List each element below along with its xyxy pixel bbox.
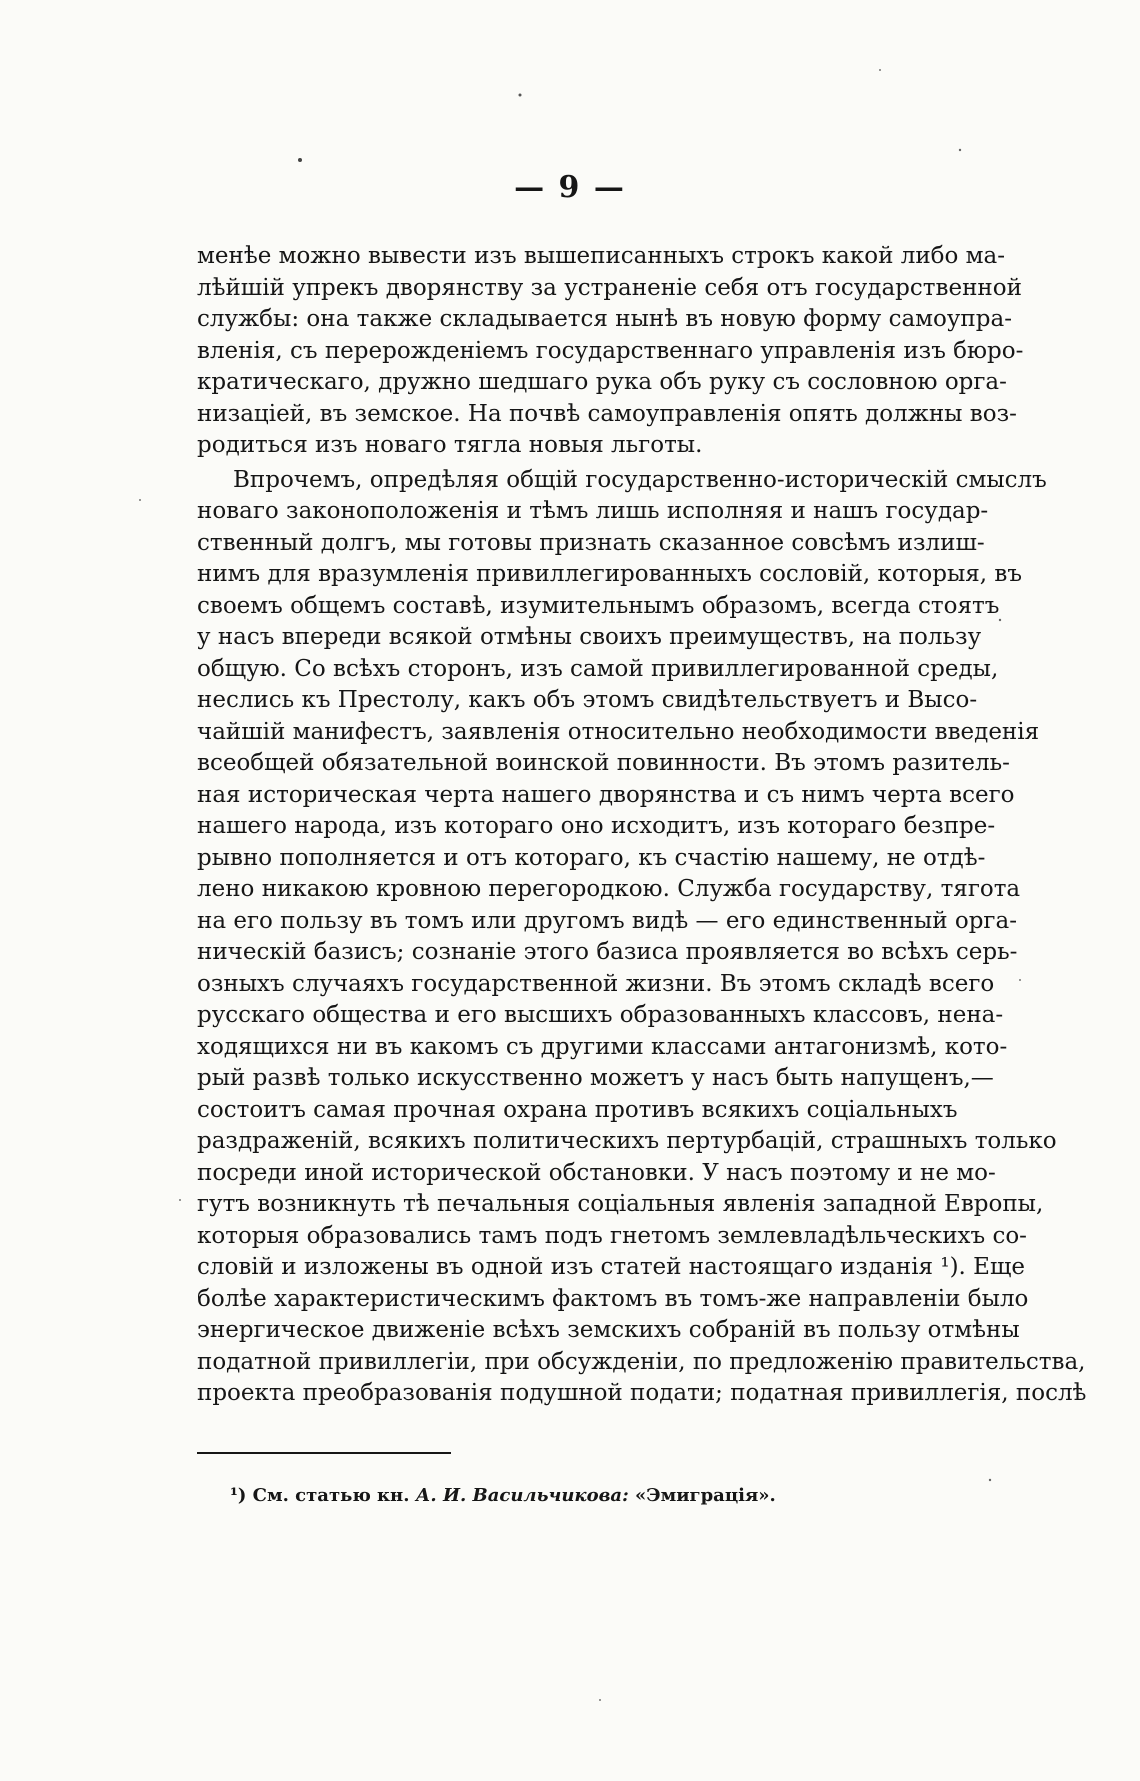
text-line: словій и изложены въ одной изъ статей настоящаго изданія ¹). Еще: [197, 1254, 1025, 1280]
paragraph-2: [197, 465, 1087, 1410]
body-text: [197, 241, 1087, 1410]
text-line: лѣйшій упрекъ дворянству за устраненіе себя отъ государственной: [197, 274, 1022, 301]
text-line: лено никакою кровною перегородкою. Служба государству, тягота: [197, 876, 1021, 902]
text-line: податной привиллегіи, при обсужденіи, по предложенію правительства,: [197, 1348, 1086, 1375]
text-line: у насъ впереди всякой отмѣны своихъ преимуществъ, на пользу: [197, 624, 982, 650]
footnote: [230, 1485, 776, 1506]
text-line: рывно пополняется и отъ котораго, къ счастію нашему, не отдѣ-: [197, 844, 986, 871]
text-line: болѣе характеристическимъ фактомъ въ томъ-же направленіи было: [197, 1285, 1029, 1312]
text-line: которыя образовались тамъ подъ гнетомъ землевладѣльческихъ со-: [197, 1222, 1027, 1249]
text-line: нашего народа, изъ котораго оно исходитъ, изъ котораго безпре-: [197, 813, 996, 839]
text-line: чайшій манифестъ, заявленія относительно необходимости введенія: [197, 718, 1040, 745]
text-line: русскаго общества и его высшихъ образованныхъ классовъ, нена-: [197, 1002, 1004, 1028]
text-line: своемъ общемъ составѣ, изумительнымъ образомъ, всегда стоятъ: [197, 592, 1000, 619]
text-line: нимъ для вразумленія привиллегированныхъ сословій, которыя, въ: [197, 561, 1023, 587]
text-line: новаго законоположенія и тѣмъ лишь исполняя и нашъ государ-: [197, 498, 989, 524]
footnote-divider: [197, 1452, 451, 1454]
text-line: ническій базисъ; сознаніе этого базиса проявляется во всѣхъ серь-: [197, 939, 1018, 965]
text-line: низаціей, въ земское. На почвѣ самоуправленія опять должны воз-: [197, 400, 1017, 427]
text-line: менѣе можно вывести изъ вышеписанныхъ строкъ какой либо ма-: [197, 243, 1006, 269]
footnote-title: «Эмиграція».: [628, 1485, 776, 1506]
text-line: проекта преобразованія подушной подати; податная привиллегія, послѣ: [197, 1380, 1087, 1406]
text-line: Впрочемъ, опредѣляя общій государственно-историческій смыслъ: [233, 466, 1047, 493]
text-line: всеобщей обязательной воинской повинности. Въ этомъ разитель-: [197, 750, 1010, 776]
text-line: службы: она также складывается нынѣ въ новую форму самоупра-: [197, 306, 1012, 332]
text-line: вленія, съ перерожденіемъ государственнаго управленія изъ бюро-: [197, 337, 1024, 364]
text-line: рый развѣ только искусственно можетъ у насъ быть напущенъ,—: [197, 1065, 994, 1091]
footnote-text: См. статью кн.: [246, 1485, 416, 1506]
text-line: неслись къ Престолу, какъ объ этомъ свидѣтельствуетъ и Высо-: [197, 687, 978, 713]
page-number: — 9 —: [514, 170, 626, 205]
text-line: посреди иной исторической обстановки. У насъ поэтому и не мо-: [197, 1159, 996, 1186]
text-line: кратическаго, дружно шедшаго рука объ руку съ сословною орга-: [197, 369, 1007, 395]
text-line: энергическое движеніе всѣхъ земскихъ собраній въ пользу отмѣны: [197, 1317, 1020, 1343]
text-line: гутъ возникнуть тѣ печальныя соціальныя явленія западной Европы,: [197, 1191, 1044, 1217]
text-line: ственный долгъ, мы готовы признать сказанное совсѣмъ излиш-: [197, 529, 985, 556]
text-line: родиться изъ новаго тягла новыя льготы.: [197, 432, 703, 458]
text-line: состоитъ самая прочная охрана противъ всякихъ соціальныхъ: [197, 1096, 958, 1123]
text-line: раздраженій, всякихъ политическихъ пертурбацій, страшныхъ только: [197, 1128, 1057, 1154]
text-line: ная историческая черта нашего дворянства и съ нимъ черта всего: [197, 781, 1015, 808]
paragraph-1: [197, 241, 1024, 462]
text-line: общую. Со всѣхъ сторонъ, изъ самой привиллегированной среды,: [197, 655, 999, 682]
footnote-author: А. И. Васильчикова:: [415, 1485, 629, 1506]
text-line: ходящихся ни въ какомъ съ другими классами антагонизмѣ, кото-: [197, 1033, 1008, 1060]
text-line: на его пользу въ томъ или другомъ видѣ — его единственный орга-: [197, 907, 1017, 934]
text-line: озныхъ случаяхъ государственной жизни. Въ этомъ складѣ всего: [197, 970, 995, 997]
footnote-marker: ¹): [230, 1485, 247, 1506]
